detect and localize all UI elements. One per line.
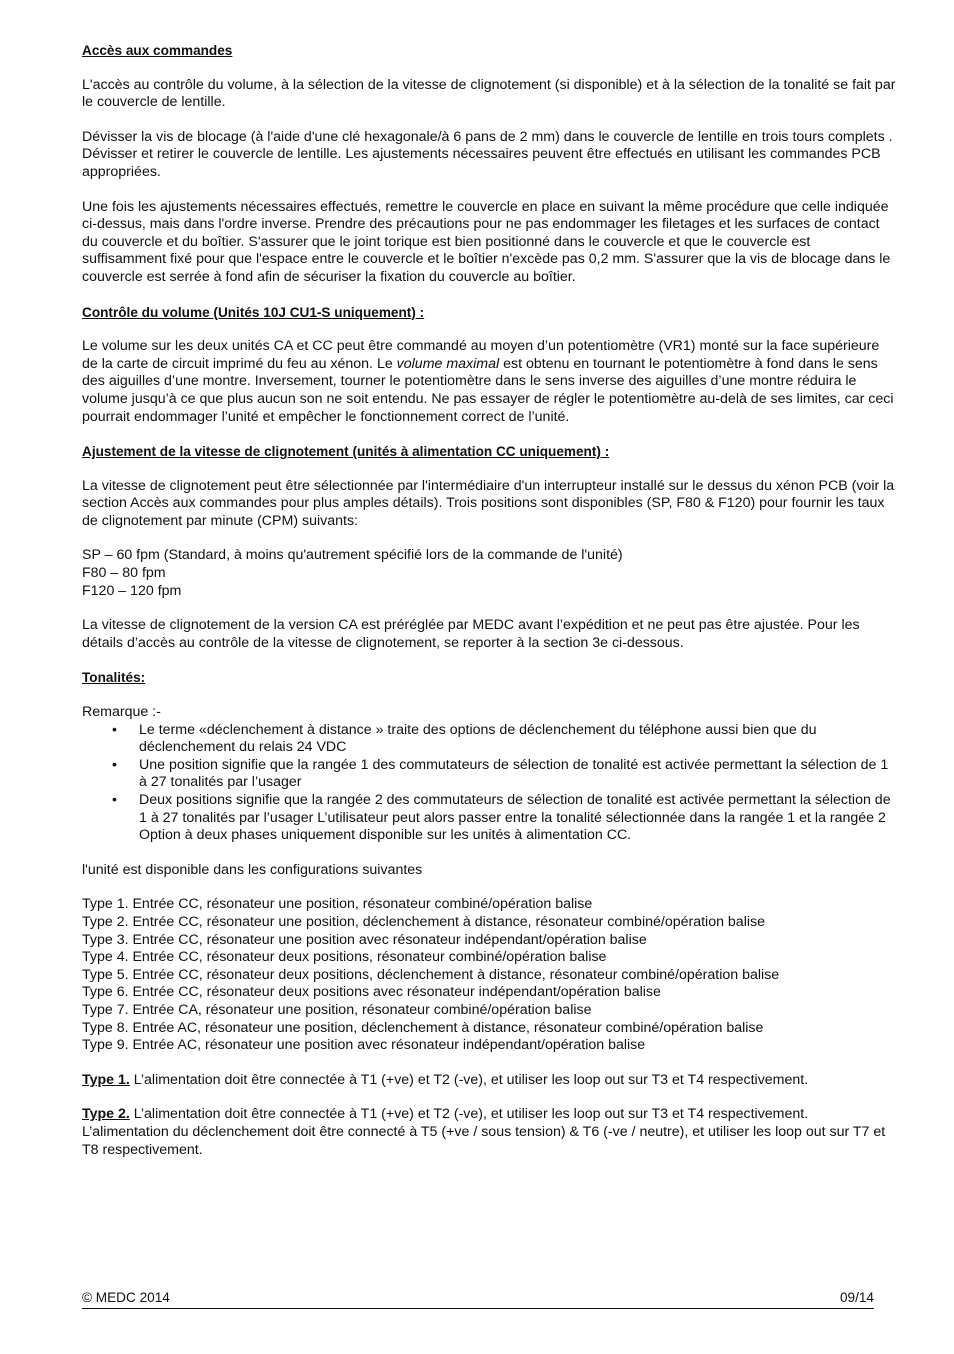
list-item bbox=[112, 792, 897, 845]
tones-remark: Remarque :- bbox=[82, 704, 161, 721]
type-line: Type 5. Entrée CC, résonateur deux positions, déclenchement à distance, résonateur combiné/opération balise bbox=[82, 966, 780, 983]
footer-divider bbox=[82, 1308, 874, 1309]
type-line: Type 7. Entrée CA, résonateur une position, résonateur combiné/opération balise bbox=[82, 1001, 592, 1018]
volume-paragraph bbox=[82, 338, 897, 426]
flash-rates-list bbox=[82, 547, 897, 600]
access-paragraph-3: Une fois les ajustements nécessaires effectués, remettre le couvercle en place en suivant la même procédure que celle indiquée ci-dessus, mais dans l'ordre inverse. Prendre des précautions pour ne pas endommager les filetages et les surfaces de contact du couvercle et du boîtier. S'assurer que le joint torique est bien positionné dans le couvercle et que le couvercle est suffisamment fixé pour que l'espace entre le couvercle et le boîtier n'excède pas 0,2 mm. S'assurer que la vis de blocage dans le couvercle est serrée à fond afin de sécuriser la fixation du couvercle au boîtier. bbox=[82, 198, 891, 285]
type-line: Type 2. Entrée CC, résonateur une position, déclenchement à distance, résonateur combiné/opération balise bbox=[82, 913, 765, 930]
heading-flash: Ajustement de la vitesse de clignotement (unités à alimentation CC uniquement) : bbox=[82, 444, 610, 460]
list-item bbox=[112, 756, 897, 792]
bullet-icon: • bbox=[112, 756, 117, 773]
access-paragraph-2: Dévisser la vis de blocage (à l'aide d'une clé hexagonale/à 6 pans de 2 mm) dans le couvercle de lentille en trois tours complets . Dévisser et retirer le couvercle de lentille. Les ajustements nécessaires peuvent être effectués en utilisant les commandes PCB appropriées. bbox=[82, 128, 893, 180]
type-line: Type 3. Entrée CC, résonateur une position avec résonateur indépendant/opération balise bbox=[82, 931, 647, 948]
footer-copyright: © MEDC 2014 bbox=[82, 1290, 170, 1305]
list-item bbox=[112, 721, 897, 757]
type-line: Type 4. Entrée CC, résonateur deux positions, résonateur combiné/opération balise bbox=[82, 949, 607, 966]
type-line: Type 6. Entrée CC, résonateur deux positions avec résonateur indépendant/opération balise bbox=[82, 984, 661, 1001]
flash-rate-sp: SP – 60 fpm (Standard, à moins qu'autrement spécifié lors de la commande de l'unité) bbox=[82, 547, 623, 564]
heading-access: Accès aux commandes bbox=[82, 43, 233, 58]
type-list bbox=[82, 896, 897, 1054]
type1-wiring bbox=[82, 1072, 897, 1090]
config-intro: l'unité est disponible dans les configurations suivantes bbox=[82, 861, 423, 878]
type-line: Type 1. Entrée CC, résonateur une position, résonateur combiné/opération balise bbox=[82, 896, 593, 913]
footer-date: 09/14 bbox=[839, 1290, 874, 1305]
type2-wiring bbox=[82, 1106, 897, 1159]
bullet-icon: • bbox=[112, 792, 117, 808]
bullet-text: Le terme «déclenchement à distance » traite des options de déclenchement du téléphone aussi bien que du déclenchement du relais 24 VDC bbox=[139, 721, 817, 756]
page-footer bbox=[82, 1290, 874, 1309]
bullet-icon: • bbox=[112, 721, 117, 738]
type-line: Type 8. Entrée AC, résonateur une position, déclenchement à distance, résonateur combiné/opération balise bbox=[82, 1019, 764, 1036]
bullet-text: Deux positions signifie que la rangée 2 des commutateurs de sélection de tonalité est activée permettant la sélection de 1 à 27 tonalités par l’usager L’utilisateur peut alors passer entre la tonalité sélectionnée dans la rangée 1 et la rangée 2 Option à deux phases uniquement disponible sur les unités à alimentation CC. bbox=[139, 792, 891, 844]
flash-rate-f120: F120 – 120 fpm bbox=[82, 582, 182, 599]
tones-bullet-list bbox=[82, 722, 897, 845]
bullet-text: Une position signifie que la rangée 1 des commutateurs de sélection de tonalité est activée permettant la sélection de 1 à 27 tonalités par l’usager bbox=[139, 756, 889, 791]
type2-text: L’alimentation doit être connectée à T1 (+ve) et T2 (-ve), et utiliser les loop out sur T3 et T4 respectivement. L’alimentation du déclenchement doit être connecté à T5 (+ve / sous tension) & T6 (-ve / neutre), et utiliser les loop out sur T7 et T8 respectivement. bbox=[82, 1106, 886, 1158]
access-paragraph-1: L'accès au contrôle du volume, à la sélection de la vitesse de clignotement (si disponible) et à la sélection de la tonalité se fait par le couvercle de lentille. bbox=[82, 76, 896, 111]
volume-text-a: Le volume sur les deux unités CA et CC peut être commandé au moyen d’un potentiomètre (VR1) monté sur la face supérieure de la carte de circuit imprimé du feu au xénon. Le bbox=[82, 338, 880, 372]
flash-rate-f80: F80 – 80 fpm bbox=[82, 565, 166, 582]
type1-label: Type 1. bbox=[82, 1071, 130, 1088]
document-body bbox=[82, 42, 897, 1159]
flash-paragraph-2: La vitesse de clignotement de la version CA est préréglée par MEDC avant l’expédition et ne peut pas être ajustée. Pour les détails d’accès au contrôle de la vitesse de clignotement, se reporter à la section 3e ci-dessous. bbox=[82, 617, 860, 651]
heading-volume: Contrôle du volume (Unités 10J CU1-S uniquement) : bbox=[82, 304, 425, 320]
heading-tones: Tonalités: bbox=[82, 670, 146, 686]
type-line: Type 9. Entrée AC, résonateur une position avec résonateur indépendant/opération balise bbox=[82, 1037, 646, 1054]
type2-label: Type 2. bbox=[82, 1106, 130, 1123]
volume-text-emphasis: volume maximal bbox=[396, 355, 500, 372]
volume-text-b: est obtenu en tournant le potentiomètre à fond dans le sens des aiguilles d’une montre. Inversement, tourner le potentiomètre dans le sens inverse des aiguilles d’une montre réduira le volume jusqu’à ce que plus aucun son ne soit entendu. Ne pas essayer de régler le potentiomètre au-delà de ses limites, car ceci pourrait endommager l’unité et empêcher le fonctionnement correct de l’unité. bbox=[82, 355, 894, 425]
flash-paragraph-1: La vitesse de clignotement peut être sélectionnée par l'intermédiaire d'un interrupteur installé sur le dessus du xénon PCB (voir la section Accès aux commandes pour plus amples détails). Trois positions sont disponibles (SP, F80 & F120) pour fournir les taux de clignotement par minute (CPM) suivants: bbox=[82, 477, 895, 529]
type1-text: L’alimentation doit être connectée à T1 (+ve) et T2 (-ve), et utiliser les loop out sur T3 et T4 respectivement. bbox=[129, 1071, 809, 1088]
